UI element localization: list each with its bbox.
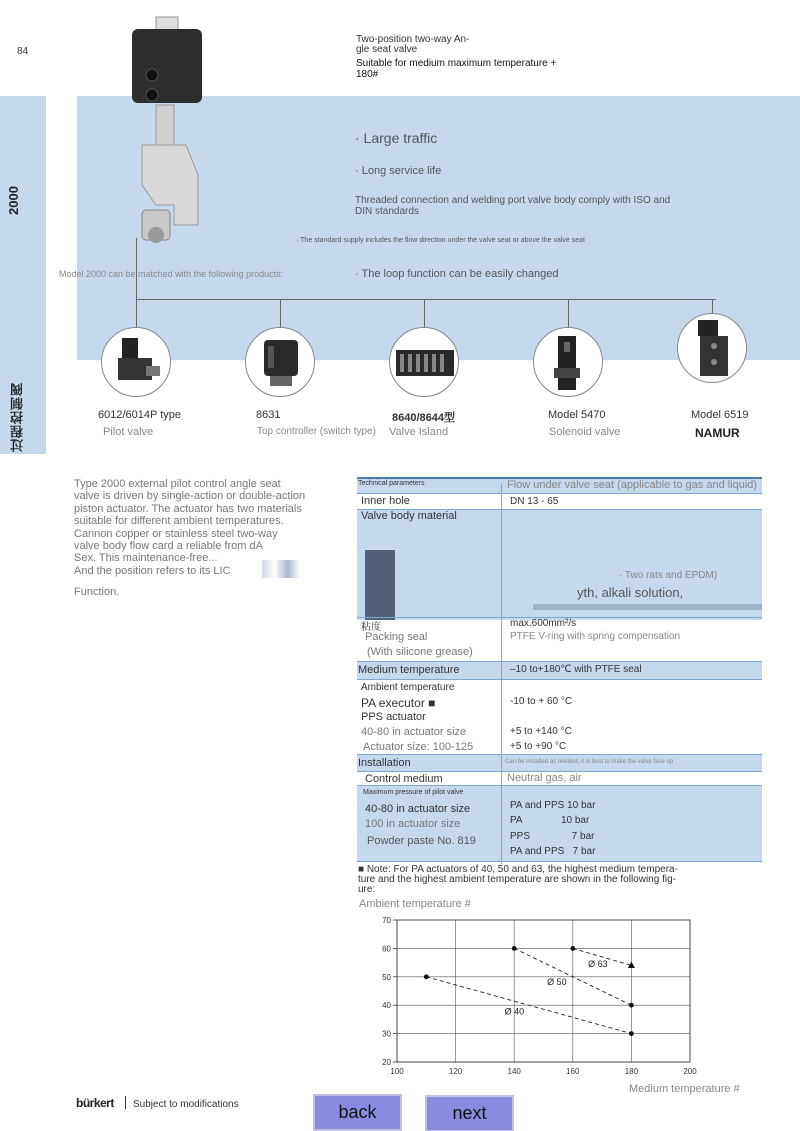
x-tick-label: 180 [624,1067,639,1076]
inner-hole-label: Inner hole [361,495,410,507]
feature-threaded-1: Threaded connection and welding port valve body comply with ISO and [355,195,671,206]
table-divider [357,785,762,786]
chart-xlabel: Medium temperature # [629,1083,740,1095]
product-sub-2: Top controller (switch type) [257,426,376,437]
y-tick-label: 70 [382,916,391,925]
connector-drop-3 [424,299,425,329]
product-code-4: Model 5470 [548,409,606,421]
series-label: Ø 40 [504,1006,525,1017]
y-tick-label: 60 [382,944,391,954]
packing-value: PTFE V-ring with spring compensation [510,631,681,642]
mp-value-2: PA 10 bar [510,815,590,826]
product-image-namur [677,313,747,383]
note [358,865,678,895]
series-point-start [570,946,575,951]
medium-partial: yth, alkali solution, [577,585,684,600]
series-point-end [629,1003,634,1008]
dark-artifact [365,550,395,620]
connector-drop-2 [280,299,281,329]
pps-actuator: PPS actuator [361,711,426,723]
medium-temp-label: Medium temperature [358,664,460,676]
x-tick-label: 120 [448,1067,463,1076]
table-row [357,631,762,661]
table-divider [357,493,762,494]
feature-standard-supply: · The standard supply includes the flow direction under the valve seat or above the valve seat [296,237,585,244]
size-40-80: 40-80 in actuator size [361,726,467,738]
ambient-pps-2: +5 to +90 °C [510,741,567,752]
product-sub-1: Pilot valve [103,426,154,438]
packing-label: Packing seal [365,631,428,643]
description-line: suitable for different ambient temperatures. [74,515,284,528]
series-label: Ø 63 [588,958,608,969]
y-tick-label: 20 [382,1058,391,1067]
viscosity-label: 粘度 [361,622,381,633]
table-row [357,662,762,679]
medium-temp-value: –10 to+180℃ with PTFE seal [510,664,642,675]
installation-value: Can be installed as needed, it is best to make the valve face up [505,759,674,765]
table-row [357,755,762,771]
description [74,478,314,599]
ambient-label: Ambient temperature [361,682,455,693]
overlay-artifact [262,560,300,578]
table-divider [357,679,762,680]
suitable-line1: Suitable for medium maximum temperature + [356,58,557,69]
viscosity-value: max.600mm²/s [510,618,577,629]
x-tick-label: 160 [566,1067,580,1076]
plot-frame [397,920,690,1062]
table-row [357,494,762,509]
series-point-start [512,946,517,951]
size-100-125: Actuator size: 100-125 [363,741,474,753]
table-header-left: Technical parameters [358,480,425,487]
note-line: ure: [358,884,376,895]
mp-size-100: 100 in actuator size [365,818,461,830]
ambient-pa-value: -10 to + 60 °C [510,696,573,707]
x-tick-label: 200 [683,1067,697,1076]
suitable-line2: 180# [356,69,379,80]
page-number: 84 [17,46,29,57]
technical-table [357,477,762,862]
description-function: Function. [74,586,120,599]
description-line: piston actuator. The actuator has two materials [74,502,302,515]
packing-sub: (With silicone grease) [367,646,473,658]
footer-text: Subject to modifications [133,1099,239,1110]
sidebar-category: 过程控制阀 [10,382,25,452]
installation-label: Installation [358,757,411,769]
product-sub-4: Solenoid valve [549,426,621,438]
product-image-top-controller [245,327,315,397]
back-button[interactable]: back [313,1094,402,1131]
footer-separator [125,1096,126,1109]
series-point-end [629,1031,634,1036]
control-medium-value: Neutral gas, air [507,772,582,784]
series-label: Ø 50 [547,977,567,988]
y-tick-label: 30 [382,1029,391,1039]
table-divider [357,771,762,772]
burkert-logo: bürkert [76,1096,114,1110]
pa-executor: PA executor ■ [361,696,436,710]
table-header-right: Flow under valve seat (applicable to gas and liquid) [507,479,758,491]
table-header-row [357,477,762,493]
x-tick-label: 100 [390,1067,404,1076]
note-line: ■ Note: For PA actuators of 40, 50 and 63, the highest medium tempera- [358,864,678,875]
description-line: Type 2000 external pilot control angle seat [74,478,281,490]
sidebar-model: 2000 [6,186,21,215]
ambient-pps-1: +5 to +140 °C [510,726,572,737]
table-divider [357,509,762,510]
table-divider [357,617,762,618]
mp-value-3: PPS 7 bar [510,831,595,842]
product-image-pilot-valve [101,327,171,397]
description-line: Sex. This maintenance-free... [74,552,218,565]
feature-large-traffic: · Large traffic [355,130,438,146]
product-sub-3: Valve Island [389,426,449,438]
table-row [357,680,762,755]
y-tick-label: 50 [382,972,391,982]
table-divider [357,477,762,479]
product-sub-5: NAMUR [695,426,740,440]
product-code-3: 8640/8644型 [392,412,455,424]
control-medium-label: Control medium [365,773,443,785]
y-tick-label: 40 [382,1001,391,1011]
table-divider [357,861,762,862]
feature-long-service: · Long service life [355,165,442,177]
description-line: And the position refers to its LIC [74,564,231,577]
body-material-label: Valve body material [361,510,457,522]
connector-drop-4 [568,299,569,329]
title-line2: gle seat valve [356,44,418,55]
product-code-2: 8631 [256,409,281,421]
product-code-1: 6012/6014P type [98,409,181,421]
table-row [357,772,762,785]
description-line: Cannon copper or stainless steel two-way [74,527,278,540]
table-divider-vertical [501,484,502,864]
mp-value-1: PA and PPS 10 bar [510,800,596,811]
next-button[interactable]: next [425,1095,514,1131]
connector-drop-1 [136,299,137,329]
series-point-start [424,974,429,979]
table-row-max-pressure [357,786,762,862]
mp-powder: Powder paste No. 819 [367,835,476,847]
product-code-5: Model 6519 [691,409,749,421]
table-divider [357,661,762,662]
seal-partial: · Two rats and EPDM) [619,570,718,581]
description-line: valve is driven by single-action or double-action [74,490,306,503]
table-divider [357,754,762,755]
mp-size-40-80: 40-80 in actuator size [365,803,471,815]
mp-value-4: PA and PPS 7 bar [510,846,596,857]
max-pressure-label: Maximum pressure of pilot valve [363,789,464,796]
table-row [357,618,762,632]
feature-threaded-2: DIN standards [355,206,419,217]
description-line: valve body flow card a reliable from dA [74,540,263,553]
chart-ylabel: Ambient temperature # [359,898,471,910]
connector-horizontal [136,299,716,300]
product-image-solenoid-valve [533,327,603,397]
product-image-valve-island [389,327,459,397]
title-line1: Two-position two-way An- [356,34,470,45]
table-row-body-material [357,510,762,620]
feature-loop-function: · The loop function can be easily changed [355,268,559,280]
inner-hole-value: DN 13 - 65 [510,496,559,507]
x-tick-label: 140 [507,1067,521,1076]
temperature-chart [355,910,745,1100]
note-line: ture and the highest ambient temperature are shown in the following fig- [358,874,676,885]
light-artifact [533,604,762,610]
matched-with-text: Model 2000 can be matched with the following products: [59,269,284,279]
angle-seat-valve-image [120,15,215,250]
